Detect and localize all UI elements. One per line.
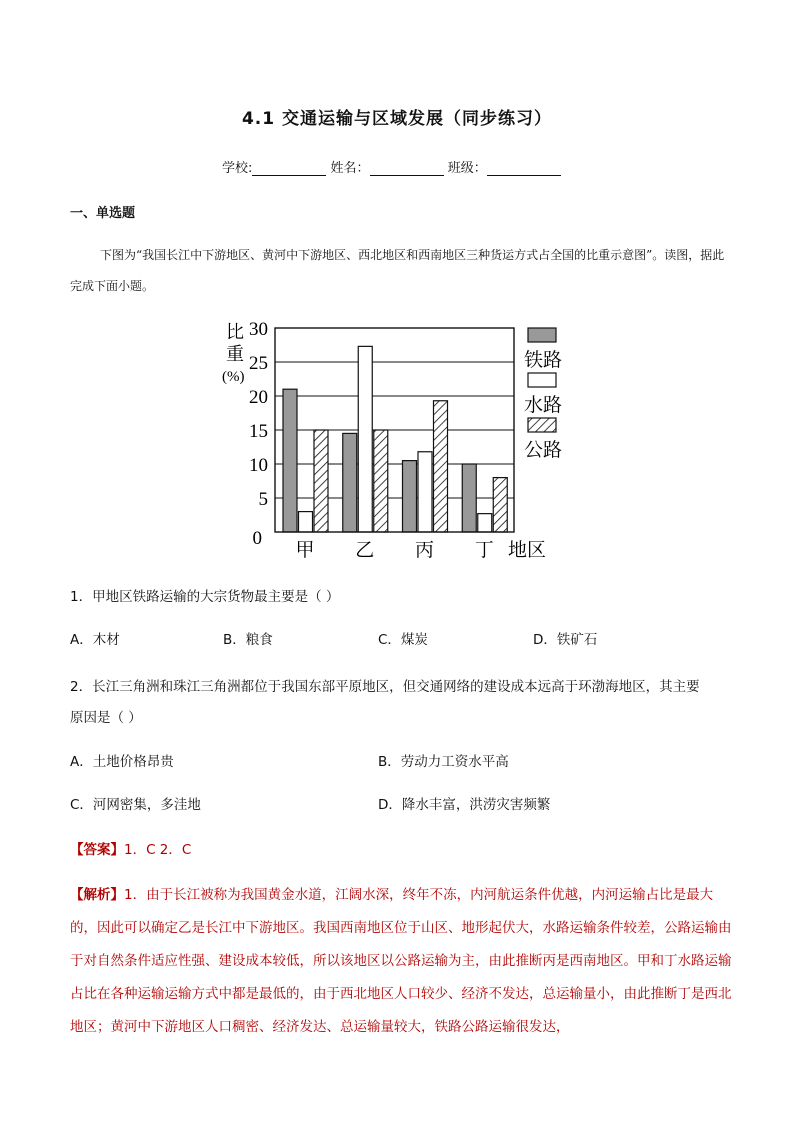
bar-铁路-甲	[283, 389, 297, 532]
q1-option-d[interactable]: D．铁矿石	[533, 632, 598, 648]
legend-swatch-铁路	[528, 328, 556, 342]
analysis-paragraph	[70, 879, 735, 1044]
y-tick-label: 30	[249, 319, 268, 340]
bar-公路-丙	[434, 401, 448, 532]
y-axis-label-line: 比	[226, 322, 244, 342]
question-2-stem-line2: 原因是（ ）	[70, 710, 142, 726]
q2-option-d[interactable]: D．降水丰富，洪涝灾害频繁	[378, 797, 551, 813]
legend-label-公路: 公路	[524, 440, 563, 461]
freight-share-bar-chart	[218, 316, 563, 562]
class-blank[interactable]	[487, 161, 561, 176]
q1-option-b[interactable]: B．粮食	[223, 632, 273, 648]
chart-legend	[524, 328, 562, 461]
q2-option-a[interactable]: A．土地价格昂贵	[70, 754, 174, 770]
q2-option-b[interactable]: B．劳动力工资水平高	[378, 754, 509, 770]
bar-铁路-丁	[462, 464, 476, 532]
school-label: 学校:	[222, 161, 253, 176]
x-category-label: 乙	[355, 540, 375, 561]
answer-line	[70, 838, 191, 858]
y-tick-label: 0	[252, 528, 262, 549]
bar-公路-甲	[314, 430, 328, 532]
page-title: 4.1 交通运输与区域发展（同步练习）	[241, 109, 553, 129]
question-1-stem: 1．甲地区铁路运输的大宗货物最主要是（ ）	[70, 589, 340, 605]
q1-option-a[interactable]: A．木材	[70, 632, 120, 648]
school-blank[interactable]	[252, 161, 326, 176]
q1-option-c[interactable]: C．煤炭	[378, 632, 428, 648]
legend-label-水路: 水路	[524, 395, 563, 416]
y-tick-label: 20	[249, 387, 268, 408]
y-axis-label	[222, 322, 245, 385]
x-category-label: 丁	[474, 540, 494, 561]
name-blank[interactable]	[370, 161, 444, 176]
q2-option-c[interactable]: C．河网密集，多洼地	[70, 797, 201, 813]
legend-label-铁路: 铁路	[524, 350, 563, 371]
y-tick-label: 10	[249, 455, 268, 476]
bar-公路-乙	[374, 430, 388, 532]
chart-gridlines	[275, 328, 514, 498]
legend-swatch-水路	[528, 373, 556, 387]
y-tick-label: 25	[249, 353, 268, 374]
y-tick-label: 5	[258, 489, 268, 510]
bar-水路-丙	[418, 452, 432, 532]
x-category-label: 丙	[414, 540, 435, 561]
section-title: 一、单选题	[70, 206, 136, 221]
y-tick-label: 15	[249, 421, 268, 442]
y-tick-labels	[249, 319, 268, 549]
name-label: 姓名：	[330, 161, 370, 176]
bar-水路-甲	[299, 512, 313, 532]
x-category-label: 甲	[295, 540, 315, 561]
x-axis-label: 地区	[508, 540, 547, 561]
analysis-label: 【解析】	[70, 887, 124, 903]
x-category-labels	[295, 539, 493, 561]
bar-水路-丁	[478, 514, 492, 532]
bar-铁路-乙	[343, 433, 357, 532]
answer-text: 1．C 2．C	[124, 842, 192, 858]
bar-铁路-丙	[403, 461, 417, 532]
class-label: 班级：	[447, 161, 487, 176]
y-axis-label-line: 重	[226, 344, 244, 364]
legend-swatch-公路	[528, 418, 556, 432]
bar-公路-丁	[493, 478, 507, 532]
y-axis-label-line: (%)	[222, 369, 245, 385]
question-2-stem-line1: 2．长江三角洲和珠江三角洲都位于我国东部平原地区，但交通网络的建设成本远高于环渤海地区，其主要	[70, 679, 700, 695]
bar-水路-乙	[358, 346, 372, 532]
student-info-line	[222, 157, 561, 176]
chart-bars	[283, 346, 507, 532]
answer-label: 【答案】	[70, 842, 124, 858]
question-intro: 下图为“我国长江中下游地区、黄河中下游地区、西北地区和西南地区三种货运方式占全国的比重示意图”。读图，据此完成下面小题。	[70, 248, 725, 293]
analysis-text: 1．由于长江被称为我国黄金水道，江阔水深，终年不冻，内河航运条件优越，内河运输占比是最大的，因此可以确定乙是长江中下游地区。我国西南地区位于山区、地形起伏大，水路运输条件较差，公路运输由于对自然条件适应性强、建设成本较低，所以该地区以公路运输为主，由此推断丙是西南地区。甲和丁水路运输占比在各种运输运输方式中都是最低的，由于西北地区人口较少、经济不发达，总运输量小，由此推断丁是西北地区；黄河中下游地区人口稠密、经济发达、总运输量较大，铁路公路运输很发达，	[70, 887, 732, 1035]
